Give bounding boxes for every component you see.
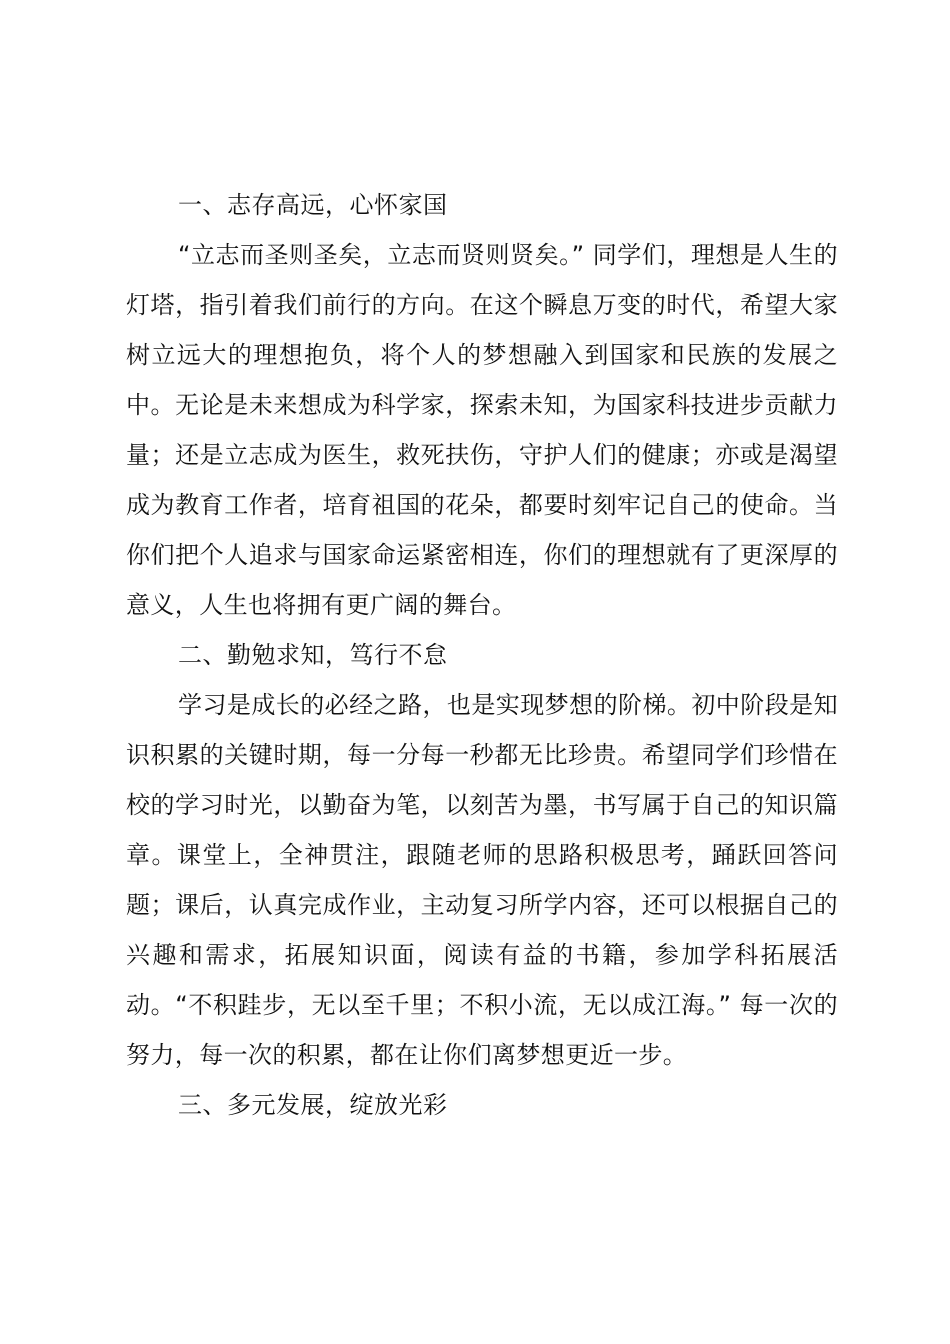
section-heading-1: 一、志存高远，心怀家国 [178,191,448,219]
section-heading-3: 三、多元发展，绽放光彩 [178,1091,448,1119]
document-body [126,180,838,1130]
section-heading-2: 二、勤勉求知，笃行不怠 [178,641,448,669]
section-paragraph-2: 学习是成长的必经之路，也是实现梦想的阶梯。初中阶段是知识积累的关键时期，每一分每一秒都无比珍贵。希望同学们珍惜在校的学习时光，以勤奋为笔，以刻苦为墨，书写属于自己的知识篇章。课堂上，全神贯注，跟随老师的思路积极思考，踊跃回答问题；课后，认真完成作业，主动复习所学内容，还可以根据自己的兴趣和需求，拓展知识面，阅读有益的书籍，参加学科拓展活动。“不积跬步，无以至千里；不积小流，无以成江海。” 每一次的努力，每一次的积累，都在让你们离梦想更近一步。 [126,691,838,1069]
section-paragraph-1: “立志而圣则圣矣，立志而贤则贤矣。” 同学们，理想是人生的灯塔，指引着我们前行的方向。在这个瞬息万变的时代，希望大家树立远大的理想抱负，将个人的梦想融入到国家和民族的发展之中。无论是未来想成为科学家，探索未知，为国家科技进步贡献力量；还是立志成为医生，救死扶伤，守护人们的健康；亦或是渴望成为教育工作者，培育祖国的花朵，都要时刻牢记自己的使命。当你们把个人追求与国家命运紧密相连，你们的理想就有了更深厚的意义，人生也将拥有更广阔的舞台。 [126,241,838,619]
